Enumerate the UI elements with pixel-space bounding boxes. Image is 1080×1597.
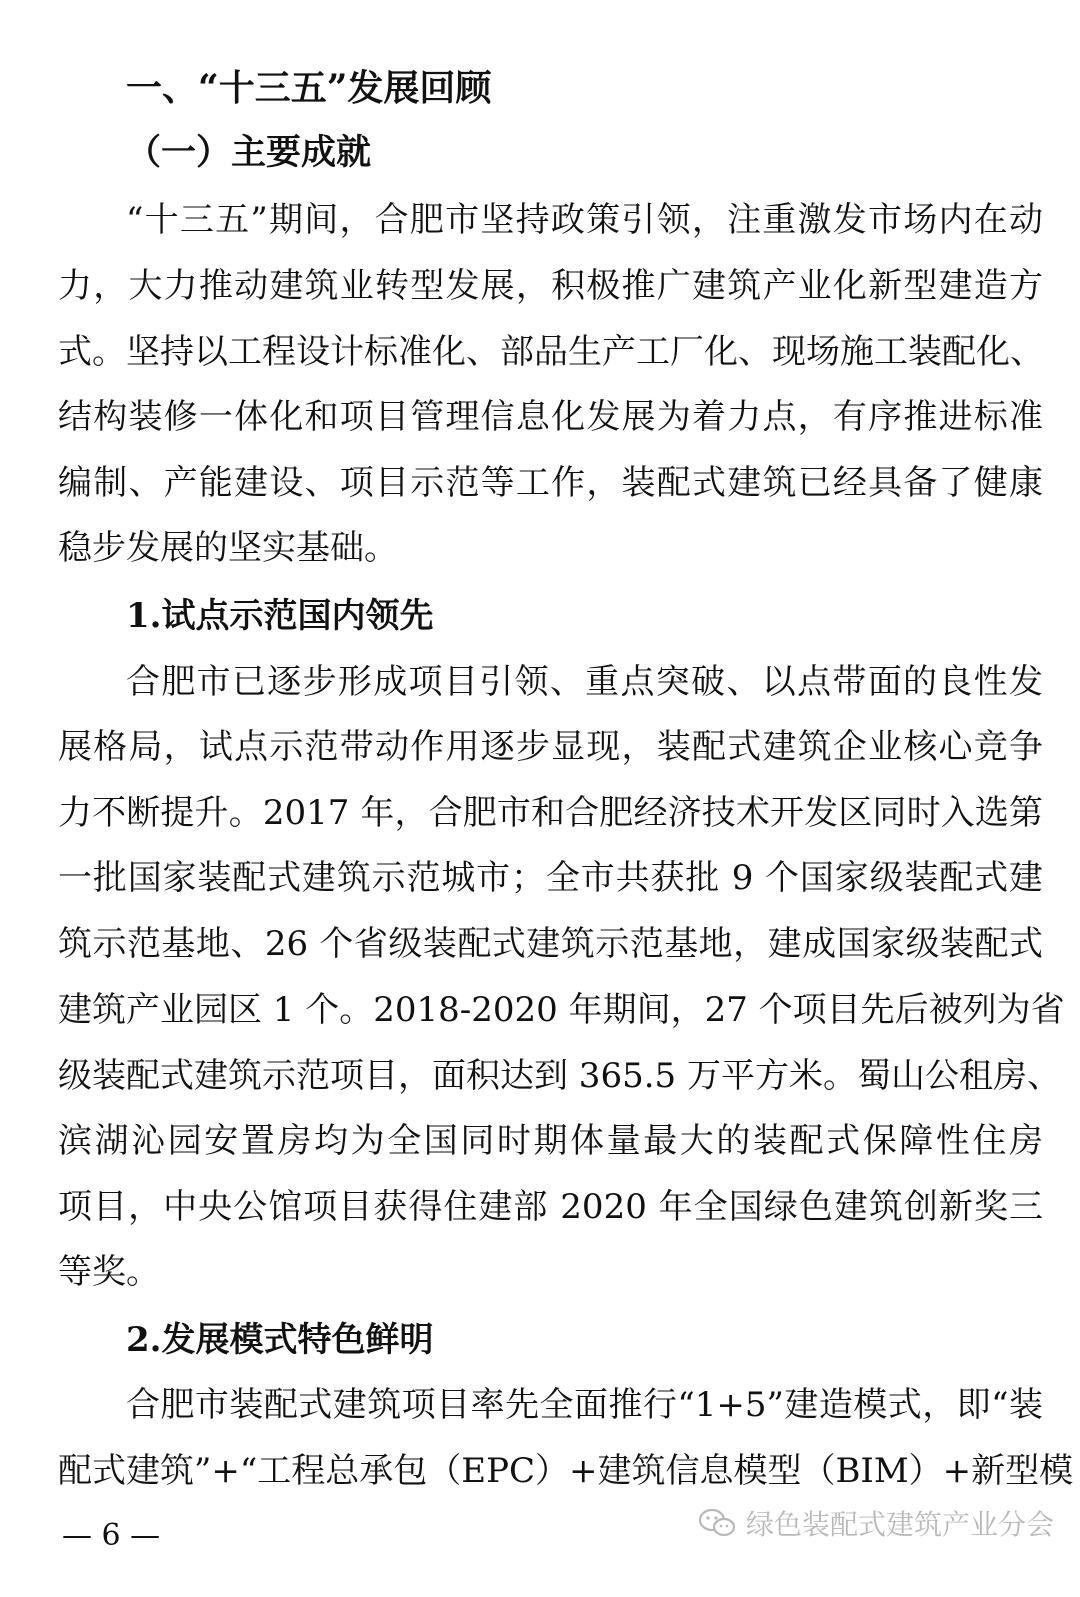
paragraph-line: 配式建筑”+“工程总承包（EPC）+建筑信息模型（BIM）+新型模 — [58, 1451, 1074, 1491]
paragraph-line: 一批国家装配式建筑示范城市；全市共获批 9 个国家级装配式建 — [58, 858, 1043, 898]
paragraph-line: 项目，中央公馆项目获得住建部 2020 年全国绿色建筑创新奖三 — [58, 1187, 1043, 1227]
page-number: — 6 — — [62, 1518, 161, 1553]
paragraph-line: 式。坚持以工程设计标准化、部品生产工厂化、现场施工装配化、 — [58, 332, 1044, 372]
paragraph-line: 力不断提升。2017 年，合肥市和合肥经济技术开发区同时入选第 — [58, 793, 1043, 833]
subsection-heading: （一）主要成就 — [126, 132, 372, 173]
paragraph-line: 筑示范基地、26 个省级装配式建筑示范基地，建成国家级装配式 — [58, 924, 1043, 964]
item-heading-pilot: 1.试点示范国内领先 — [126, 596, 434, 636]
paragraph-line: 展格局，试点示范带动作用逐步显现，装配式建筑企业核心竞争 — [58, 727, 1043, 767]
wechat-icon — [698, 1507, 736, 1539]
paragraph-line: 合肥市装配式建筑项目率先全面推行“1+5”建造模式，即“装 — [126, 1385, 1043, 1425]
paragraph-line: 合肥市已逐步形成项目引领、重点突破、以点带面的良性发 — [126, 662, 1043, 702]
paragraph-line: 滨湖沁园安置房均为全国同时期体量最大的装配式保障性住房 — [58, 1121, 1043, 1161]
paragraph-line: 等奖。 — [58, 1252, 160, 1292]
watermark — [698, 1498, 1055, 1548]
paragraph-line: 结构装修一体化和项目管理信息化发展为着力点，有序推进标准 — [58, 397, 1043, 437]
paragraph-line: “十三五”期间，合肥市坚持政策引领，注重激发市场内在动 — [126, 200, 1043, 240]
paragraph-line: 稳步发展的坚实基础。 — [58, 528, 398, 568]
paragraph-line: 建筑产业园区 1 个。2018-2020 年期间，27 个项目先后被列为省 — [58, 990, 1065, 1030]
item-heading-model: 2.发展模式特色鲜明 — [126, 1320, 434, 1360]
paragraph-line: 级装配式建筑示范项目，面积达到 365.5 万平方米。蜀山公租房、 — [58, 1056, 1061, 1096]
paragraph-line: 编制、产能建设、项目示范等工作，装配式建筑已经具备了健康 — [58, 463, 1043, 503]
watermark-text: 绿色装配式建筑产业分会 — [746, 1508, 1055, 1541]
paragraph-line: 力，大力推动建筑业转型发展，积极推广建筑产业化新型建造方 — [58, 266, 1043, 306]
section-heading: 一、“十三五”发展回顾 — [126, 67, 492, 109]
